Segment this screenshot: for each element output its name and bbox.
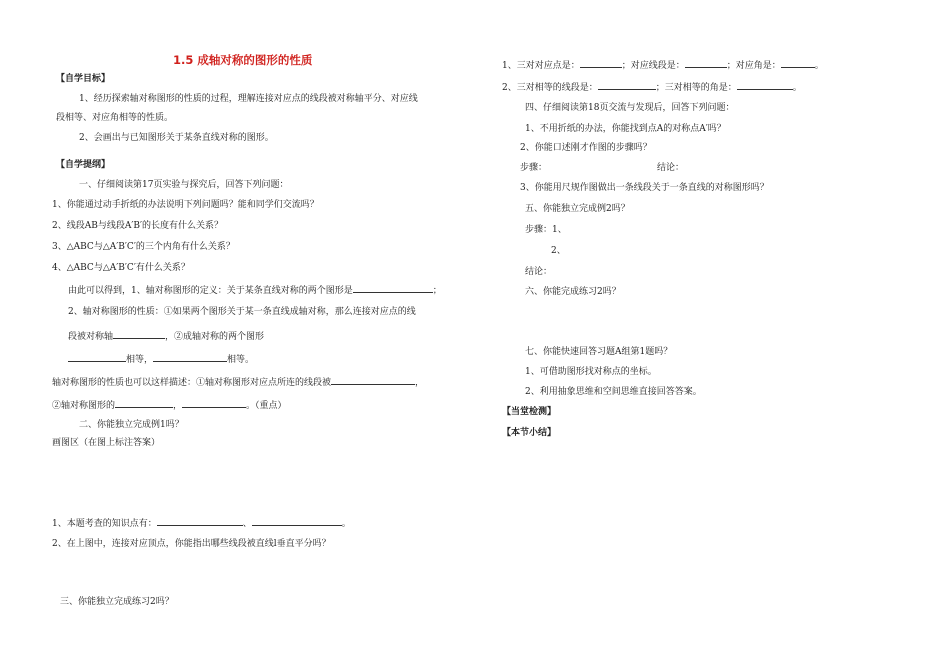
outline-header: 【自学提纲】 [56,160,111,170]
property-text-d: 相等， [126,355,154,365]
question-3: 3、△ABC与△A′B′C′的三个内角有什么关系？ [52,242,235,252]
equal-end: 。 [792,83,802,93]
point-1: 1、不用折纸的办法，你能找到点A的对称点A′吗？ [525,124,726,134]
equal-angles-text: ；三对相等的角是： [655,83,737,93]
section-6: 六、你能完成练习2吗？ [525,287,621,297]
goal-2: 2、会画出与已知图形关于某条直线对称的图形。 [79,133,274,143]
knowledge-blank-1[interactable] [157,516,243,526]
steps-label: 步骤： [520,163,548,173]
goal-1-line-a: 1、经历探索轴对称图形的性质的过程，理解连接对应点的线段被对称轴平分、对应线 [79,94,418,104]
check-header: 【当堂检测】 [502,407,557,417]
property-text-e: 相等。 [227,355,255,365]
goals-header: 【自学目标】 [56,74,111,84]
equal-angles-answer[interactable] [737,80,793,90]
question-1: 1、你能通过动手折纸的办法说明下列问题吗？能和同学们交流吗？ [52,200,319,210]
equal-segments-answer[interactable] [598,80,656,90]
section-7: 七、你能快速回答习题A组第1题吗？ [525,347,673,357]
corresponding-line [502,58,824,72]
corresponding-points-text: 1、三对对应点是： [502,61,580,71]
description-blank-3[interactable] [182,398,246,408]
tip-2: 2、利用抽象思维和空间思维直接回答答案。 [525,387,702,397]
property-line-a: 2、轴对称图形的性质：①如果两个图形关于某一条直线成轴对称，那么连接对应点的线 [68,307,416,317]
conclusion-label: 结论： [657,163,685,173]
angles-blank[interactable] [781,58,815,68]
description-text-e: 。（重点） [246,401,287,411]
knowledge-points-text: 1、本题考查的知识点有： [52,519,157,529]
knowledge-points-line [52,516,351,530]
steps2-2: 2、 [551,246,566,256]
description-line-a [52,375,424,389]
drawing-area-label: 画图区（在图上标注答案） [52,438,161,448]
corresponding-end: 。 [814,61,824,71]
perpendicular-bisector-question: 2、在上图中，连接对应顶点，你能指出哪些线段被直线l垂直平分吗？ [52,539,331,549]
definition-text: 由此可以得到，1、轴对称图形的定义：关于某条直线对称的两个图形是 [68,286,353,296]
property-text-b: 段被对称轴 [68,332,114,342]
equal-angles-blank[interactable] [153,352,227,362]
definition-end: ； [432,286,442,296]
segments-blank[interactable] [685,58,727,68]
knowledge-sep: 、 [242,519,252,529]
question-2: 2、线段AB与线段A′B′的长度有什么关系？ [52,221,224,231]
description-blank-2[interactable] [115,398,173,408]
property-line-c [68,352,254,366]
description-blank-1[interactable] [331,375,415,385]
question-4: 4、△ABC与△A′B′C′有什么关系？ [52,263,190,273]
equal-line [502,80,802,94]
description-text-a: 轴对称图形的性质也可以这样描述：①轴对称图形对应点所连的线段被 [52,378,332,388]
points-blank[interactable] [580,58,622,68]
section-2: 二、你能独立完成例1吗？ [79,420,184,430]
section-5: 五、你能独立完成例2吗？ [525,204,630,214]
corresponding-angles-text: ；对应角是： [726,61,781,71]
description-text-d: ， [173,401,183,411]
property-line-b [68,329,264,343]
knowledge-blank-2[interactable] [252,516,342,526]
description-text-b: ， [415,378,425,388]
point-3: 3、你能用尺规作图做出一条线段关于一条直线的对称图形吗？ [520,183,769,193]
definition-line [68,283,442,297]
conclusion2-label: 结论： [525,267,553,277]
goal-1-line-b: 段相等、对应角相等的性质。 [56,113,174,123]
property-text-c: ，②成轴对称的两个图形 [165,332,265,342]
section-4: 四、仔细阅读第18页交流与发现后，回答下列问题： [525,103,735,113]
section-1-intro: 一、仔细阅读第17页实验与探究后，回答下列问题： [79,180,289,190]
equal-segments-blank[interactable] [68,352,126,362]
section-3: 三、你能独立完成练习2吗？ [60,597,174,607]
description-text-c: ②轴对称图形的 [52,401,116,411]
description-line-b [52,398,287,412]
bisect-blank[interactable] [113,329,165,339]
point-2: 2、你能口述刚才作图的步骤吗？ [520,143,652,153]
summary-header: 【本节小结】 [502,428,557,438]
knowledge-end: 。 [341,519,351,529]
steps2-1: 步骤：1、 [525,225,567,235]
equal-segments-text: 2、三对相等的线段是： [502,83,598,93]
definition-blank[interactable] [353,283,433,293]
page-title: 1.5 成轴对称的图形的性质 [173,53,313,67]
tip-1: 1、可借助图形找对称点的坐标。 [525,367,657,377]
corresponding-segments-text: ；对应线段是： [621,61,685,71]
